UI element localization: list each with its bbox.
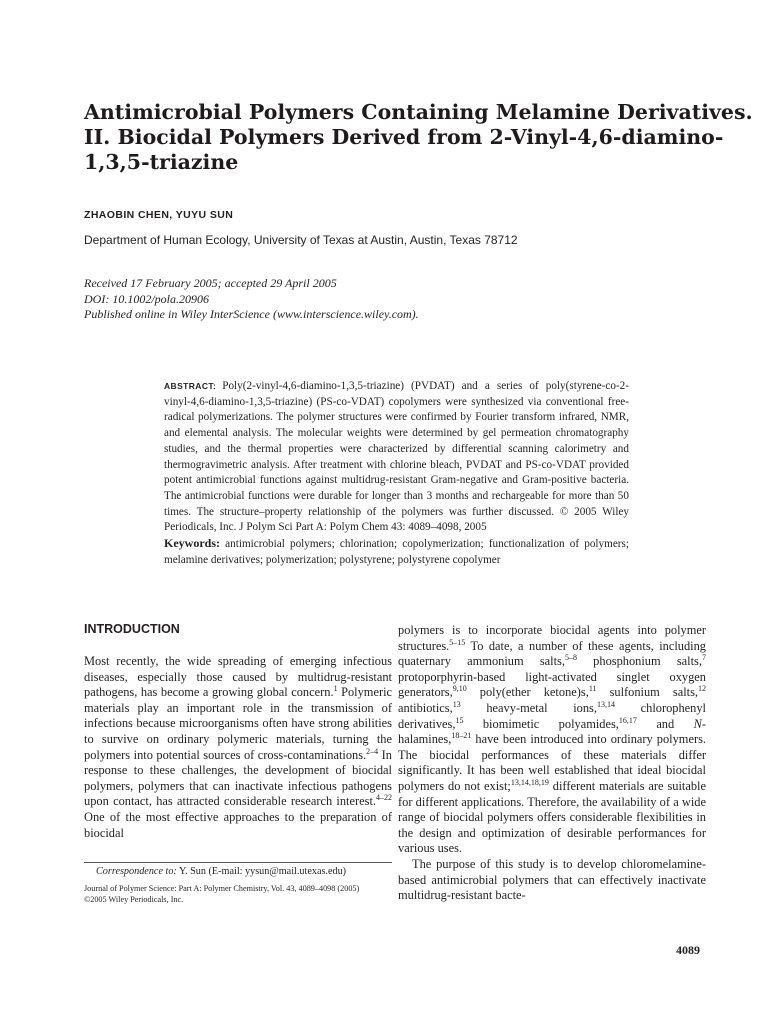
- text-span: and: [636, 716, 694, 731]
- correspondence-text: Y. Sun (E-mail: yysun@mail.utexas.edu): [176, 866, 347, 877]
- abstract-label: ABSTRACT:: [164, 381, 217, 391]
- intro-paragraph-1: [84, 654, 392, 841]
- affiliation: Department of Human Ecology, University of Texas at Austin, Austin, Texas 78712: [84, 233, 518, 247]
- text-span: phosphonium salts,: [576, 654, 702, 669]
- intro-left-column: [84, 654, 392, 841]
- text-span: chlorophenyl derivatives,: [398, 700, 706, 731]
- citation-ref: 13: [452, 699, 461, 709]
- citation-ref: 16,17: [618, 715, 637, 725]
- footnote-divider: [84, 862, 392, 863]
- received-date: Received 17 February 2005; accepted 29 April 2005: [84, 276, 337, 290]
- text-span: One of the most effective approaches to the preparation of biocidal: [84, 809, 392, 840]
- text-span: poly(ether ketone)s,: [466, 685, 589, 700]
- intro-paragraph-2: The purpose of this study is to develop chloromelamine-based antimicrobial polymers that can effectively inactivate multidrug-resistant bacte-: [398, 856, 706, 903]
- journal-citation: Journal of Polymer Science: Part A: Polymer Chemistry, Vol. 43, 4089–4098 (2005): [84, 884, 360, 893]
- text-span: protoporphyrin-based light-activated singlet oxygen generators,: [398, 669, 706, 700]
- title-line-3: 1,3,5-triazine: [84, 150, 239, 174]
- title-line-1: Antimicrobial Polymers Containing Melamine Derivatives.: [84, 100, 753, 124]
- doi: DOI: 10.1002/pola.20906: [84, 291, 209, 306]
- citation-ref: 9,10: [452, 684, 467, 694]
- citation-ref: 5–15: [449, 637, 466, 647]
- text-span: sulfonium salts,: [596, 685, 699, 700]
- abstract-paragraph: [164, 379, 629, 536]
- citation-ref: 5–8: [564, 653, 577, 663]
- published-online: Published online in Wiley InterScience (www.interscience.wiley.com).: [84, 307, 419, 321]
- introduction-heading: INTRODUCTION: [84, 622, 180, 636]
- keywords-paragraph: [164, 536, 629, 568]
- page-number: 4089: [676, 943, 700, 957]
- text-span: In response to these challenges, the development of biocidal polymers, polymers that can inactivate infectious pathogens upon contact, has attracted considerable research interest.: [84, 747, 393, 809]
- citation-ref: 15: [455, 715, 464, 725]
- text-span: To date, a number of these agents, including quaternary ammonium salts,: [398, 638, 706, 669]
- correspondence-label: Correspondence to:: [96, 866, 177, 877]
- abstract-text: Poly(2-vinyl-4,6-diamino-1,3,5-triazine) (PVDAT) and a series of poly(styrene-co-2-vinyl-4,6-diamino-1,3,5-triazine) (PS-co-VDAT) copolymers were synthesized via conventional free-radical polymerizations. The polymer structures were confirmed by Fourier transform infrared, NMR, and elemental analysis. The molecular weights were determined by gel permeation chromatography studies, and the thermal properties were characterized by differential scanning calorimetry and thermogravimetric analysis. After treatment with chlorine bleach, PVDAT and PS-co-VDAT provided potent antimicrobial functions against multidrug-resistant Gram-negative and Gram-positive bacteria. The antimicrobial functions were durable for longer than 3 months and rechargeable for more than 50 times. The structure–property relationship of the polymers was further discussed. © 2005 Wiley Periodicals, Inc. J Polym Sci Part A: Polym Chem 43: 4089–4098, 2005: [164, 380, 629, 534]
- citation-ref: 13,14: [596, 699, 615, 709]
- text-span: different materials are suitable for different applications. Therefore, the availability of a wide range of biocidal polymers offers considerable flexibilities in the design and optimization of desirable performances for various uses.: [398, 778, 706, 856]
- intro-right-column: [398, 623, 706, 904]
- text-span: antibiotics,: [398, 700, 453, 715]
- article-title: [84, 100, 753, 175]
- text-span: Most recently, the wide spreading of emerging infectious diseases, especially those caused by multidrug-resistant pathogens, has become a growing global concern.: [84, 654, 392, 700]
- citation-ref: 11: [588, 684, 597, 694]
- title-line-2: II. Biocidal Polymers Derived from 2-Vinyl-4,6-diamino-: [84, 125, 724, 149]
- keywords-label: Keywords:: [164, 536, 220, 551]
- keywords-text: antimicrobial polymers; chlorination; copolymerization; functionalization of polymers; melamine derivatives; polymerization; polystyrene; polystyrene copolymer: [164, 538, 629, 566]
- citation-ref: 18–21: [451, 731, 472, 741]
- citation-ref: 2–4: [366, 746, 379, 756]
- citation-ref: 13,14,18,19: [510, 777, 549, 787]
- text-span: polymers is to incorporate biocidal agents into polymer structures.: [398, 623, 706, 653]
- author-list: ZHAOBIN CHEN, YUYU SUN: [84, 209, 234, 221]
- italic-n: N: [693, 716, 702, 731]
- publication-dates: [84, 276, 419, 323]
- intro-paragraph-1-cont: [398, 623, 706, 857]
- text-span: have been introduced into ordinary polymers. The biocidal performances of these materials differ significantly. It has been well established that ideal biocidal polymers do not exist;: [398, 732, 706, 793]
- footnote-block: [84, 865, 394, 905]
- citation-ref: 4–22: [376, 793, 392, 803]
- citation-ref: 1: [333, 684, 338, 694]
- citation-ref: 12: [698, 684, 707, 694]
- text-span: biomimetic polyamides,: [463, 716, 619, 731]
- citation-ref: 7: [701, 653, 706, 663]
- abstract-block: [164, 379, 629, 568]
- text-span: -halamines,: [398, 716, 706, 747]
- text-span: heavy-metal ions,: [460, 700, 597, 715]
- correspondence-note: [84, 865, 394, 878]
- text-span: Polymeric materials play an important role in the transmission of infections because microorganisms often have strong abilities to survive on ordinary polymeric materials, turning the polymers into potential sources of cross-contaminations.: [84, 685, 393, 762]
- copyright-line: ©2005 Wiley Periodicals, Inc.: [84, 894, 184, 904]
